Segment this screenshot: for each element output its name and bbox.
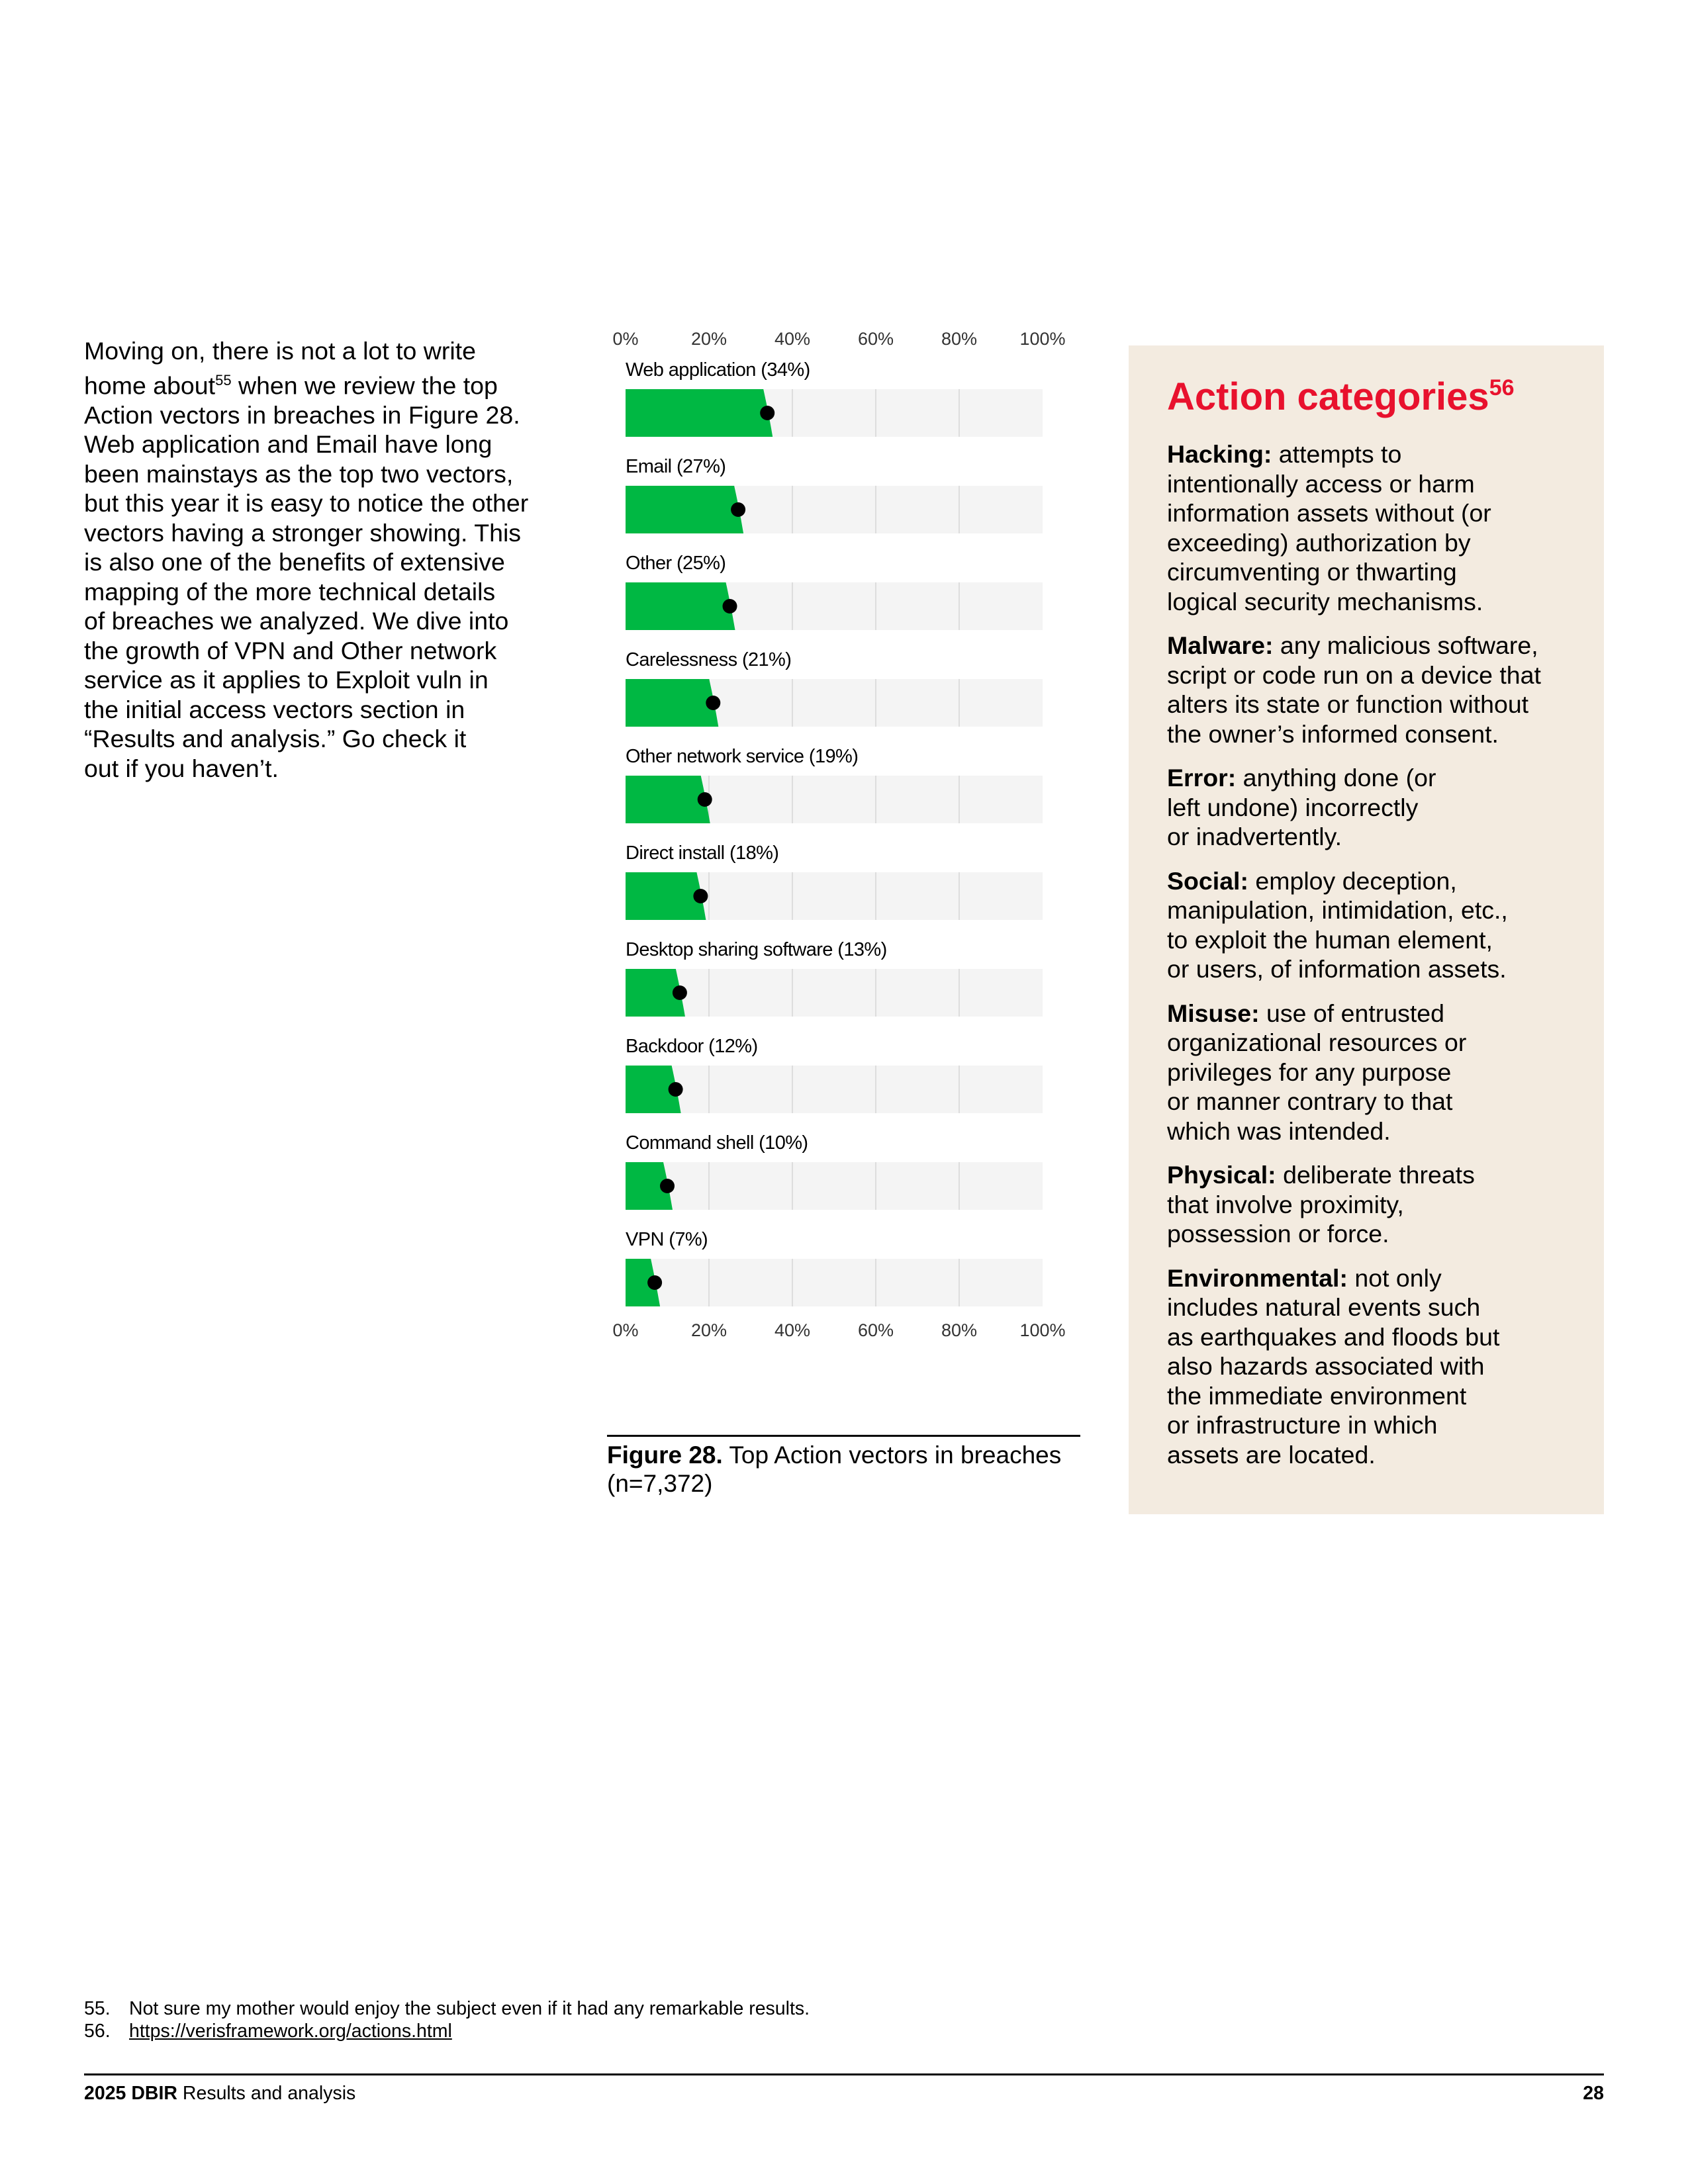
figure-caption-text: Top Action vectors in breaches (n=7,372) [607,1441,1062,1497]
definition-item [1167,1160,1570,1249]
footnote-link[interactable]: https://verisframework.org/actions.html [129,2021,452,2042]
definition-list [1167,439,1570,1469]
footnote-number: 56. [84,2021,111,2042]
page-number: 28 [1583,2083,1604,2104]
bar-label: Email (27%) [626,456,726,477]
definition-term: Malware: [1167,631,1274,659]
definition-text: deliberate threats that involve proximity, possession or force. [1167,1161,1475,1248]
x-tick-label-bottom: 0% [612,1320,639,1341]
definition-item [1167,1263,1570,1470]
definition-item [1167,999,1570,1146]
bar-point [723,599,737,614]
action-vectors-chart [596,329,1092,1341]
bar-label: Carelessness (21%) [626,649,792,670]
body-paragraph [84,336,567,783]
bar-point [647,1275,662,1290]
definition-item [1167,631,1570,749]
footnote-ref-55[interactable]: 55 [215,371,232,388]
bar-point [760,406,774,420]
definition-term: Misuse: [1167,999,1260,1027]
bar-track [626,969,1043,1017]
footnote-text: Not sure my mother would enjoy the subject even if it had any remarkable results. [129,1998,810,2019]
bar-label: Desktop sharing software (13%) [626,939,887,960]
bar [626,389,773,437]
bar-track [626,1162,1043,1210]
bar-label: Other (25%) [626,553,726,574]
bar-point [731,502,745,517]
sidebar-title-text: Action categories [1167,375,1489,418]
x-tick-label-bottom: 100% [1019,1320,1066,1341]
bar-point [660,1179,675,1193]
definition-item [1167,866,1570,984]
x-tick-label-top: 60% [857,329,894,349]
definition-item [1167,763,1570,852]
x-tick-label-bottom: 20% [690,1320,727,1341]
bar-point [673,985,687,1000]
bar-point [706,696,720,710]
footnote-55 [84,1997,810,2020]
definition-term: Hacking: [1167,440,1272,468]
figure-caption [607,1441,1080,1498]
definition-text: not only includes natural events such as earthquakes and floods but also hazards associated with the immediate environment or infrastructure in which assets are located. [1167,1263,1500,1469]
bar-label: Web application (34%) [626,359,810,381]
definition-term: Physical: [1167,1161,1276,1189]
bar-track [626,1066,1043,1113]
x-tick-label-top: 100% [1019,329,1066,349]
bar-point [693,889,708,903]
bar-label: VPN (7%) [626,1229,708,1250]
bar-track [626,1259,1043,1306]
footer-section: Results and analysis [177,2083,356,2104]
bar-label: Command shell (10%) [626,1132,808,1154]
footer-report-title [84,2083,355,2105]
definition-text: any malicious software, script or code run on a device that alters its state or function without the owner’s informed consent. [1167,631,1541,748]
bar-label: Direct install (18%) [626,842,779,864]
definition-text: use of entrusted organizational resources or privileges for any purpose or manner contrary to that which was intended. [1167,999,1467,1145]
bar [626,486,743,533]
bar-label: Other network service (19%) [626,746,859,767]
x-tick-label-bottom: 60% [857,1320,894,1341]
action-categories-sidebar [1129,345,1604,1514]
body-text-start: Moving on, there is not a lot to write home about [84,337,476,399]
footnote-56 [84,2020,810,2042]
footnote-number: 55. [84,1998,111,2019]
definition-text: employ deception, manipulation, intimidation, etc., to exploit the human element, or users, of information assets. [1167,866,1508,983]
footnote-ref-56[interactable]: 56 [1489,375,1515,400]
bar-point [698,792,712,807]
bar [626,776,710,823]
figure-rule [607,1435,1080,1437]
chart-svg [596,329,1092,1341]
bar [626,582,735,630]
x-tick-label-top: 0% [612,329,639,349]
x-tick-label-top: 80% [941,329,978,349]
x-tick-label-top: 20% [690,329,727,349]
definition-term: Error: [1167,764,1237,792]
x-tick-label-bottom: 80% [941,1320,978,1341]
body-text-rest: when we review the top Action vectors in breaches in Figure 28. Web application and Email have long been mainstays as the top two vectors, but this year it is easy to notice the other vectors having a stronger showing. This is also one of the benefits of extensive mapping of the more technical details of breaches we analyzed. We dive into the growth of VPN and Other network service as it applies to Exploit vuln in the initial access vectors section in “Results and analysis.” Go check it out if you haven’t. [84,371,529,782]
sidebar-title [1167,373,1570,421]
footer-report: 2025 DBIR [84,2083,177,2104]
figure-label: Figure 28. [607,1441,723,1469]
bar-point [669,1082,683,1097]
definition-term: Environmental: [1167,1263,1348,1292]
definition-text: attempts to intentionally access or harm information assets without (or exceeding) authorization by circumventing or thwarting logical security mechanisms. [1167,440,1491,615]
footnotes [84,1997,810,2042]
bar-label: Backdoor (12%) [626,1036,758,1057]
definition-term: Social: [1167,866,1248,895]
footer-rule [84,2073,1604,2075]
x-tick-label-top: 40% [774,329,811,349]
definition-item [1167,439,1570,616]
bar [626,679,718,727]
x-tick-label-bottom: 40% [774,1320,811,1341]
definition-text: anything done (or left undone) incorrectly or inadvertently. [1167,764,1436,850]
